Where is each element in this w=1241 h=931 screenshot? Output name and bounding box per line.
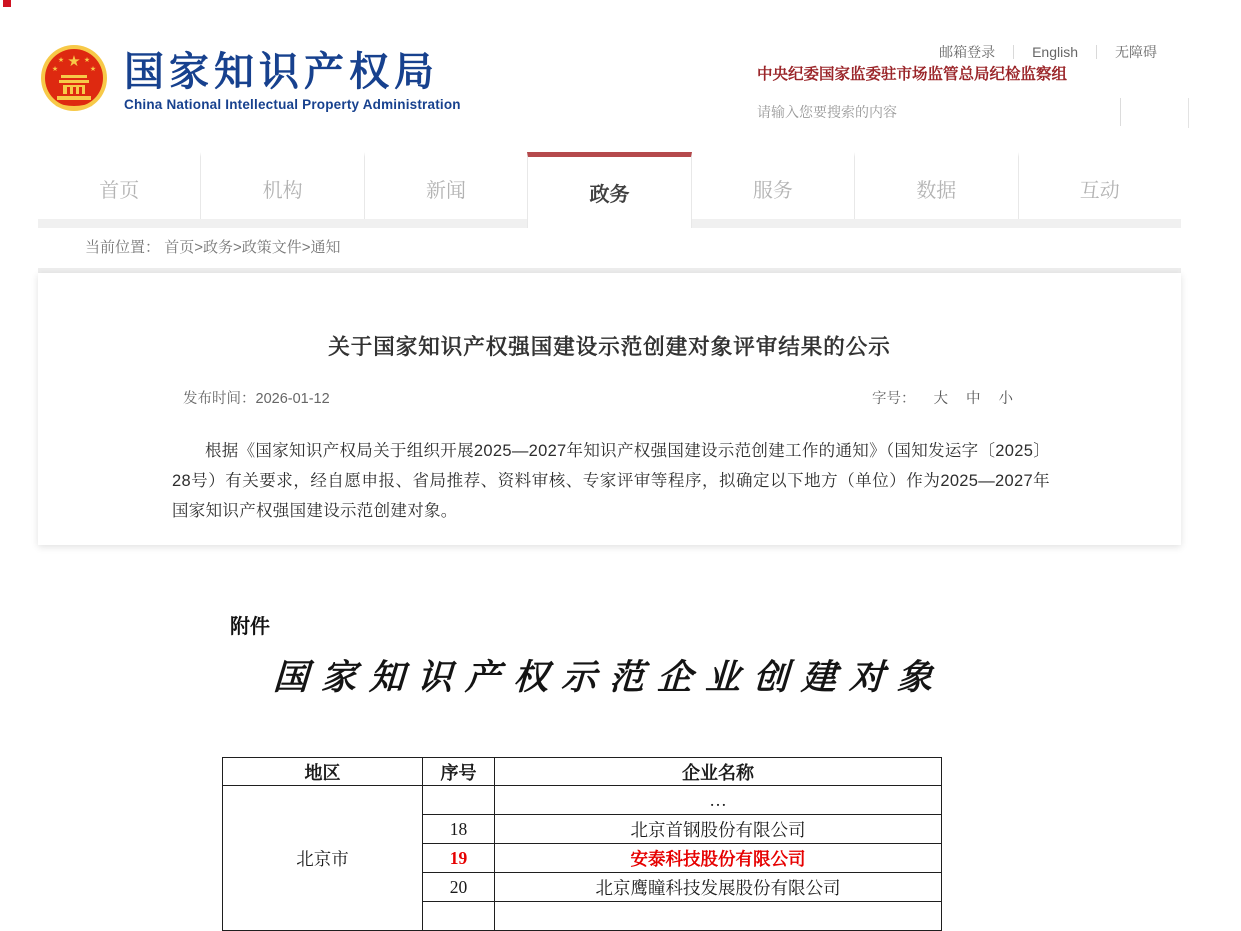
main-nav <box>38 152 1181 219</box>
name-cell: 安泰科技股份有限公司 <box>495 844 942 873</box>
name-cell <box>495 902 942 931</box>
font-size-control <box>872 387 1013 408</box>
no-cell <box>423 786 495 815</box>
breadcrumb-bar <box>38 228 1181 268</box>
region-cell: 北京市 <box>223 786 423 931</box>
english-link[interactable]: English <box>1032 44 1078 60</box>
svg-text:★: ★ <box>83 57 91 64</box>
svg-text:★: ★ <box>51 66 59 73</box>
search-bar <box>757 98 1189 128</box>
nav-tab-data[interactable]: 数据 <box>854 152 1017 219</box>
svg-text:★: ★ <box>89 66 97 73</box>
svg-text:★: ★ <box>57 57 65 64</box>
publish-label: 发布时间： <box>183 391 256 407</box>
no-cell: 18 <box>423 815 495 844</box>
breadcrumb <box>85 228 340 268</box>
nav-tab-home[interactable]: 首页 <box>99 179 140 202</box>
nav-tab-news[interactable]: 新闻 <box>364 152 527 219</box>
header-name: 企业名称 <box>495 758 942 786</box>
site-subtitle: China National Intellectual Property Administration <box>124 97 461 112</box>
font-size-small-button[interactable]: 小 <box>998 391 1013 407</box>
breadcrumb-label: 当前位置： <box>85 239 161 256</box>
article-card <box>38 273 1181 545</box>
font-size-large-button[interactable]: 大 <box>933 391 948 407</box>
svg-text:★: ★ <box>67 53 81 70</box>
article-meta <box>183 387 1013 408</box>
enterprise-table <box>222 757 942 931</box>
nav-tab-interact[interactable]: 互动 <box>1018 152 1181 219</box>
font-size-label: 字号： <box>872 391 916 407</box>
accessibility-link[interactable]: 无障碍 <box>1115 44 1157 60</box>
utility-links <box>921 42 1175 62</box>
attachment-title: 国家知识产权示范企业创建对象 <box>272 657 947 698</box>
nav-tab-government-active[interactable]: 政务 <box>527 152 691 228</box>
mail-login-link[interactable]: 邮箱登录 <box>939 44 996 60</box>
nav-tab-agency[interactable]: 机构 <box>200 152 363 219</box>
name-cell: … <box>495 786 942 815</box>
search-input[interactable] <box>757 98 1121 126</box>
header-region: 地区 <box>223 758 423 786</box>
enterprise-table-wrap <box>222 757 942 931</box>
site-logo[interactable] <box>124 50 461 112</box>
publish-time <box>183 387 330 408</box>
national-emblem-icon <box>40 44 108 112</box>
breadcrumb-path[interactable]: 首页>政务>政策文件>通知 <box>164 239 341 256</box>
publish-date: 2026-01-12 <box>255 391 330 407</box>
corner-red-fragment <box>3 0 11 7</box>
font-size-medium-button[interactable]: 中 <box>966 391 981 407</box>
article-body: 根据《国家知识产权局关于组织开展2025—2027年知识产权强国建设示范创建工作的通知》（国知发运字〔2025〕28号）有关要求，经自愿申报、省局推荐、资料审核、专家评审等程序，拟确定以下地方（单位）作为2025—2027年国家知识产权强国建设示范创建对象。 <box>172 442 1050 520</box>
site-title: 国家知识产权局 <box>124 50 439 94</box>
discipline-inspection-link[interactable]: 中央纪委国家监委驻市场监管总局纪检监察组 <box>757 66 1068 83</box>
article-title: 关于国家知识产权强国建设示范创建对象评审结果的公示 <box>328 335 891 359</box>
table-header-row <box>223 758 942 786</box>
nav-tab-services[interactable]: 服务 <box>752 179 793 202</box>
name-cell: 北京鹰瞳科技发展股份有限公司 <box>495 873 942 902</box>
name-cell: 北京首钢股份有限公司 <box>495 815 942 844</box>
table-row-ellipsis <box>223 786 942 815</box>
no-cell: 19 <box>423 844 495 873</box>
attachment-label: 附件 <box>230 616 270 638</box>
no-cell: 20 <box>423 873 495 902</box>
header-no: 序号 <box>423 758 495 786</box>
no-cell <box>423 902 495 931</box>
